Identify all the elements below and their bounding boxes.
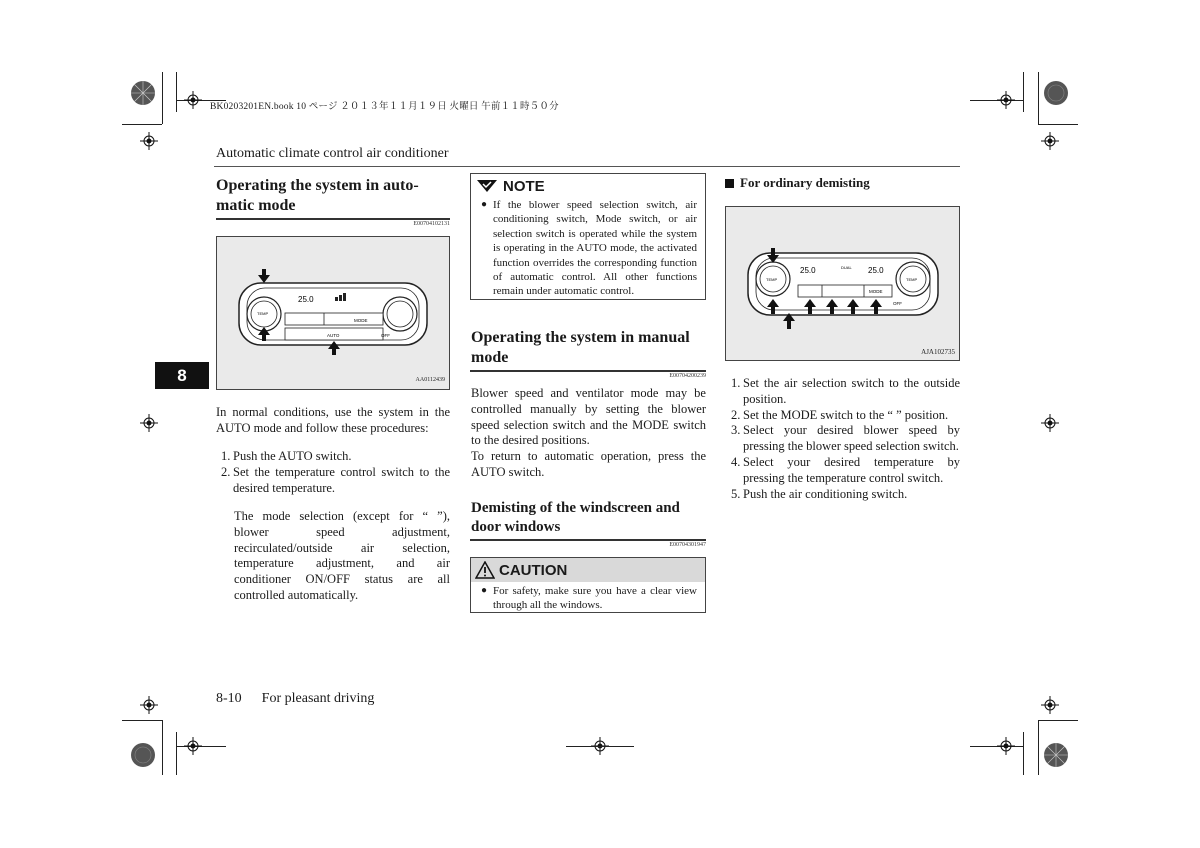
intro-paragraph: In normal conditions, use the system in the AUTO mode and follow these procedures: (216, 405, 450, 435)
crosshair-icon (1041, 414, 1059, 432)
warning-triangle-icon (475, 561, 495, 579)
caution-item: ● For safety, make sure you have a clear view through all the windows. (481, 585, 697, 612)
section-code: E00704301947 (669, 542, 706, 548)
crosshair-icon (184, 737, 202, 755)
section-rule (216, 218, 450, 220)
note-icon (475, 178, 499, 194)
panel-display-temp-left: 25.0 (800, 266, 816, 275)
caution-header (471, 558, 705, 582)
climate-panel-dual-illustration (726, 207, 959, 360)
panel-auto-label: AUTO (327, 333, 340, 338)
section-code: E00704200239 (669, 373, 706, 379)
panel-mode-label: MODE (869, 289, 883, 294)
panel-temp-label: TEMP (766, 277, 778, 282)
list-item: 5. Push the air conditioning switch. (731, 486, 908, 501)
section-heading-auto-mode (216, 176, 450, 216)
heading-line: matic mode (216, 197, 296, 214)
crosshair-icon (997, 91, 1015, 109)
page-footer (216, 691, 374, 707)
section-rule (470, 370, 706, 372)
panel-dual-label: DUAL (841, 265, 852, 270)
figure-code: AA0112439 (415, 377, 445, 383)
registration-rosette-icon (1042, 79, 1070, 107)
heading-line: mode (471, 349, 509, 366)
panel-display-temp-right: 25.0 (868, 266, 884, 275)
crosshair-icon (1041, 696, 1059, 714)
crosshair-icon (140, 414, 158, 432)
panel-temp-label: TEMP (257, 311, 269, 316)
figure-auto-mode-panel (216, 236, 450, 390)
list-item: 4. Select your desired temperature by pressing the temperature control switch. (731, 454, 960, 485)
heading-line: Operating the system in auto- (216, 177, 419, 194)
crosshair-icon (184, 91, 202, 109)
figure-demisting-panel (725, 206, 960, 361)
panel-temp-label: TEMP (906, 277, 918, 282)
page-number: 8-10 (216, 691, 242, 706)
auto-steps-list (221, 449, 450, 496)
header-rule (214, 166, 960, 167)
demisting-steps-list (731, 376, 960, 502)
auto-mode-note-paragraph: The mode selection (except for “ ”), blower speed adjustment, recirculated/outside air selection, temperature adjustment, and air conditioner ON/OFF status are all controlled automatically. (234, 509, 450, 602)
climate-panel-illustration (217, 237, 449, 389)
registration-rosette-icon (1042, 741, 1070, 769)
chapter-tab: 8 (155, 362, 209, 389)
heading-line: door windows (471, 519, 561, 535)
caution-title: CAUTION (499, 561, 568, 579)
footer-section-title: For pleasant driving (261, 691, 375, 706)
list-item: 1. Set the air selection switch to the outside position. (731, 376, 960, 406)
crosshair-icon (1041, 132, 1059, 150)
panel-display-temp: 25.0 (298, 295, 314, 304)
square-bullet-icon (725, 179, 734, 188)
panel-mode-label: MODE (354, 318, 368, 323)
section-heading-manual-mode (471, 328, 705, 368)
subheading-ordinary-demisting: For ordinary demisting (725, 175, 870, 191)
crosshair-icon (140, 696, 158, 714)
manual-paragraph-2: To return to automatic operation, press the AUTO switch. (471, 449, 706, 479)
panel-off-label: OFF (381, 333, 390, 338)
note-box (470, 173, 706, 300)
registration-rosette-icon (129, 741, 157, 769)
running-header: Automatic climate control air conditioner (216, 146, 449, 161)
crosshair-icon (140, 132, 158, 150)
heading-line: Operating the system in manual (471, 329, 690, 346)
section-code: E00704102131 (413, 221, 450, 227)
figure-code: AJA102735 (921, 348, 955, 356)
arrow-down-icon (258, 269, 270, 283)
crosshair-icon (997, 737, 1015, 755)
section-rule (470, 539, 706, 541)
list-item: 2. Set the temperature control switch to the desired temperature. (221, 464, 450, 495)
file-stamp: BK0203201EN.book 10 ページ ２０１３年１１月１９日 火曜日 午前１１時５０分 (210, 102, 559, 112)
section-heading-demisting (471, 499, 705, 537)
manual-paragraph-1: Blower speed and ventilator mode may be controlled manually by setting the blower speed selection switch and the MODE switch to the desired positions. (471, 386, 706, 448)
note-header (471, 174, 705, 198)
list-item: 1. Push the AUTO switch. (221, 449, 352, 463)
heading-line: Demisting of the windscreen and (471, 500, 680, 516)
note-title: NOTE (503, 177, 545, 195)
panel-off-label: OFF (893, 301, 902, 306)
caution-box (470, 557, 706, 613)
note-item: ● If the blower speed selection switch, air conditioning switch, Mode switch, or air selection switch is operated while the system is operating in the AUTO mode, the activated function overrides the corresponding function of automatic control. All other functions remain under automatic control. (481, 199, 697, 298)
list-item: 3. Select your desired blower speed by pressing the blower speed selection switch. (731, 423, 960, 454)
list-item: 2. Set the MODE switch to the “ ” position. (731, 407, 949, 422)
registration-rosette-icon (129, 79, 157, 107)
